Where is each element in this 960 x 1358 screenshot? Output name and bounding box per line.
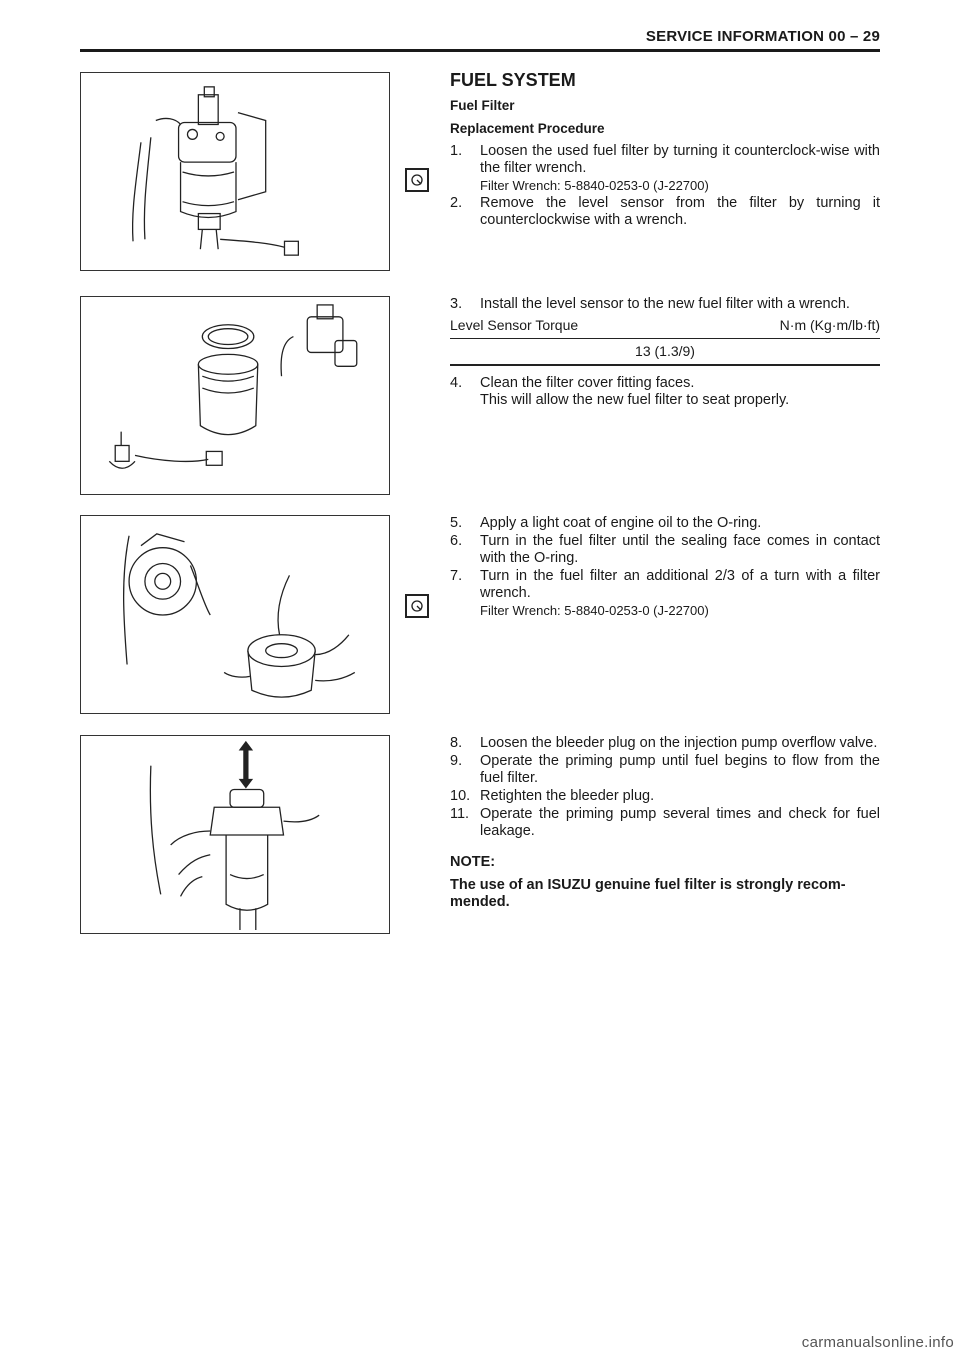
footer-watermark: carmanualsonline.info (801, 1334, 954, 1351)
step-10 (450, 788, 880, 805)
step-4 (450, 375, 880, 409)
special-tool-icon (405, 168, 429, 192)
figure-filter-assembly (80, 72, 390, 271)
step-number: 2. (450, 195, 463, 211)
step-number: 8. (450, 735, 463, 751)
step-7 (450, 568, 880, 619)
step-text: Operate the priming pump several times and check for fuel leakage. (480, 806, 880, 839)
step-number: 11. (450, 806, 470, 822)
procedure-title: Replacement Procedure (450, 121, 605, 136)
step-text: Turn in the fuel filter an additional 2/3 of a turn with a filter wrench. (480, 568, 880, 601)
step-number: 5. (450, 515, 463, 531)
step-text: Remove the level sensor from the filter by turning it counterclockwise with a wrench. (480, 195, 880, 228)
figure-new-filter-parts (80, 296, 390, 495)
torque-table-header (450, 317, 880, 339)
step-6 (450, 533, 880, 567)
text-block-3 (450, 515, 880, 620)
step-number: 10. (450, 788, 471, 804)
torque-unit: N·m (Kg·m/lb·ft) (779, 317, 880, 333)
step-subtext: This will allow the new fuel filter to seat properly. (480, 392, 790, 408)
torque-table (450, 317, 880, 366)
step-2 (450, 195, 880, 229)
text-block-2 (450, 296, 880, 410)
step-text: Install the level sensor to the new fuel filter with a wrench. (480, 296, 850, 312)
step-text: Apply a light coat of engine oil to the O-ring. (480, 515, 762, 531)
step-number: 3. (450, 296, 463, 312)
step-number: 7. (450, 568, 463, 584)
step-text: Loosen the used fuel filter by turning it counterclock-wise with the filter wrench. (480, 143, 880, 176)
section-subtitle: Fuel Filter (450, 98, 515, 113)
step-9 (450, 753, 880, 787)
tool-reference: Filter Wrench: 5-8840-0253-0 (J-22700) (480, 178, 709, 193)
page-header: SERVICE INFORMATION 00 – 29 (645, 28, 880, 45)
step-number: 9. (450, 753, 463, 769)
step-text: Clean the filter cover fitting faces. (480, 375, 695, 391)
tool-reference: Filter Wrench: 5-8840-0253-0 (J-22700) (480, 603, 709, 618)
text-block-1 (450, 72, 880, 230)
header-rule (80, 49, 880, 52)
step-text: Retighten the bleeder plug. (480, 788, 655, 804)
note-text: The use of an ISUZU genuine fuel filter is strongly recom-mended. (450, 877, 846, 910)
step-number: 6. (450, 533, 463, 549)
step-number: 1. (450, 143, 463, 159)
step-number: 4. (450, 375, 463, 391)
step-3 (450, 296, 880, 313)
figure-priming-pump (80, 735, 390, 934)
torque-value: 13 (1.3/9) (450, 339, 880, 366)
special-tool-icon (405, 594, 429, 618)
figure-install-filter (80, 515, 390, 714)
text-block-4 (450, 735, 880, 911)
section-title: FUEL SYSTEM (450, 70, 576, 90)
step-1 (450, 143, 880, 194)
step-text: Loosen the bleeder plug on the injection pump overflow valve. (480, 735, 878, 751)
step-text: Operate the priming pump until fuel begins to flow from the fuel filter. (480, 753, 880, 786)
step-8 (450, 735, 880, 752)
step-text: Turn in the fuel filter until the sealing face comes in contact with the O-ring. (480, 533, 880, 566)
step-11 (450, 806, 880, 840)
note-label: NOTE: (450, 854, 496, 870)
step-5 (450, 515, 880, 532)
torque-label: Level Sensor Torque (450, 317, 579, 333)
